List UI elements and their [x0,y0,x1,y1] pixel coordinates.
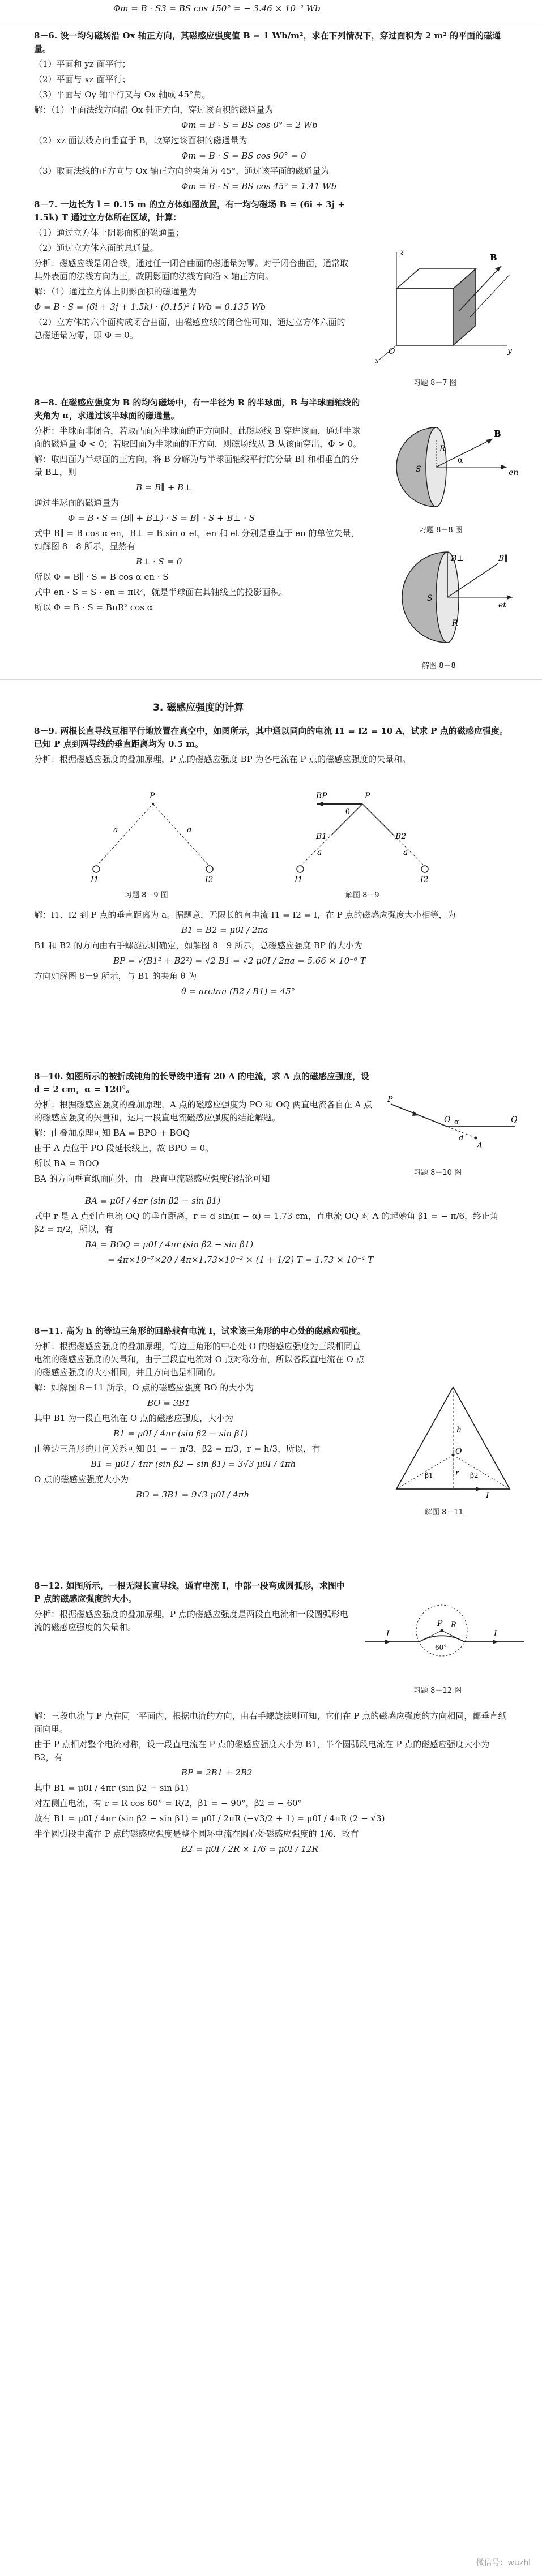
figure-caption: 习题 8－10 图 [413,1169,462,1177]
solution-text: 解：（1）通过立方体上阴影面积的磁通量为 [34,286,197,297]
solution-text: 所以 BA = BOQ [34,1158,99,1169]
label: R [452,619,458,628]
analysis-text: 分析：半球面非闭合，若取凸面为半球面的正方向时，此磁场线 B 穿进该面，通过半球面的磁通量 Φ < 0；若取凹面为半球面的正方向，则磁场线从 B 从该面穿出，Φ > 0。 [34,426,362,449]
wire-1 [93,866,100,872]
problem-8-11 [34,1325,368,1504]
equation: B2 = μ0I / 2R × 1/6 = μ0I / 12R [181,1844,318,1854]
item: （3）平面与 Oy 轴平行又与 Ox 轴成 45°角。 [34,89,211,100]
solution-text: 式中 en · S = S · en = πR²，就是半球面在其轴线上的投影面积。 [34,587,288,597]
label: a [113,825,118,835]
label: R [451,1621,456,1629]
solution-text: 解：三段电流与 P 点在同一平面内，根据电流的方向，由右手螺旋法则可知，它们在 P 点的磁感应强度的方向相同，都垂直纸面向里。 [34,1711,507,1734]
solution-text: （2）立方体的六个面构成闭合曲面，由磁感应线的闭合性可知，通过立方体六面的总磁通量为零，即 Φ = 0。 [34,317,345,340]
equation: BP = 2B1 + 2B2 [181,1768,253,1778]
label: Q [511,1115,518,1124]
solution-text: 对左侧直电流，有 r = R cos 60° = R/2，β1 = − 90°，β2 = − 60° [34,1798,302,1808]
equation: B1 = B2 = μ0I / 2πa [181,925,268,935]
arc-segment [419,1636,464,1642]
item: （1）通过立方体上阴影面积的磁通量； [34,228,184,238]
label: 60° [435,1644,447,1651]
solution-text: 其中 B1 = μ0I / 4πr (sin β2 − sin β1) [34,1783,189,1793]
problem-statement: 8－7. 一边长为 l = 0.15 m 的立方体如图放置，有一均匀磁场 B = (6i + 3j + 1.5k) T 通过立方体所在区域，计算： [34,199,345,222]
label: B∥ [498,554,508,563]
label: BP [316,791,327,801]
item: （2）通过立方体六面的总通量。 [34,243,159,253]
problem-statement: 8－12. 如图所示，一根无限长直导线，通有电流 I，中部一段弯成圆弧形，求图中 P 点的磁感应强度的大小。 [34,1581,345,1604]
analysis-text: 分析：磁感应线是闭合线，通过任一闭合曲面的磁通量为零。对于闭合曲面，通常取其外表面的法线方向为正，故阴影面的法线方向沿 x 轴正方向。 [34,258,349,281]
equation: Φm = B · S = BS cos 90° = 0 [181,151,306,161]
divider [0,679,542,680]
label: β2 [470,1471,479,1479]
label: S [427,594,433,603]
b-arrow-head [486,439,493,444]
bp-arrow [317,802,323,806]
label: h [456,1426,462,1435]
solution-text: 解：（1）平面法线方向沿 Ox 轴正方向，穿过该面积的磁通量为 [34,105,274,115]
current-arrow [385,1640,391,1644]
problem-statement: 8－11. 高为 h 的等边三角形的回路载有电流 I，试求该三角形的中心处的磁感应强度。 [34,1326,366,1336]
label: et [498,601,506,610]
label: y [507,346,512,356]
label: B⊥ [451,554,464,563]
label: I [494,1629,497,1638]
label: I2 [205,875,214,883]
label: d [459,1134,464,1142]
figure-caption: 习题 8－9 图 [125,891,168,900]
problem-8-7 [34,198,351,344]
b2-vector [362,804,394,835]
label: R [439,444,446,453]
equation: Φ = B · S = (B∥ + B⊥) · S = B∥ · S + B⊥ · S [68,513,255,523]
solution-8-12 [34,1710,510,1858]
equation: B⊥ · S = 0 [136,557,182,567]
analysis-text: 分析：根据磁感应强度的叠加原理，等边三角形的中心处 O 的磁感应强度为三段相同直电流的磁感应强度的矢量和，由于三段直电流对 O 点对称分布，所以各段直电流在 O 点的磁感应强度的大小相同，并且方向也是相同的。 [34,1341,365,1377]
solution-text: B1 和 B2 的方向由右手螺旋法则确定，如解图 8－9 所示，总磁感应强度 BP 的大小为 [34,940,362,951]
b-arrow-head [495,266,501,272]
label: a [317,848,322,857]
cube-front-face [396,289,453,345]
label: O [455,1447,462,1456]
solution-text: 由于 P 点相对整个电流对称，设一段直电流在 P 点的磁感应强度大小为 B1，半个圆弧段电流在 P 点的磁感应强度大小为 B2，有 [34,1739,490,1762]
distance-line [96,804,153,866]
label: B2 [395,832,407,841]
problem-statement: 8－8. 在磁感应强度为 B 的均匀磁场中，有一半径为 R 的半球面，B 与半球面轴线的夹角为 α，求通过该半球面的磁通量。 [34,397,360,421]
equation: BO = 3B1 [147,1398,190,1408]
label: P [150,791,155,801]
label: x [375,357,379,366]
label: θ [345,808,350,816]
label: I [486,1491,489,1500]
solution-text: 式中 r 是 A 点到直电流 OQ 的垂直距离，r = d sin(π − α) = 1.73 cm，直电流 OQ 对 A 的起始角 β1 = − π/6，终止角 β2 = π/2，所以，有 [34,1211,499,1234]
solution-text: 半个圆弧段电流在 P 点的磁感应强度是整个圆环电流在圆心处磁感应强度的 1/6，故有 [34,1829,359,1839]
equation: B1 = μ0I / 4πr (sin β2 − sin β1) = 3√3 μ0I / 4πh [91,1459,296,1469]
watermark: 微信号：wuzhl [476,2558,531,2568]
problem-8-12 [34,1580,351,1636]
equation: Φ = B · S = (6i + 3j + 1.5k) · (0.15)² i Wb = 0.135 Wb [34,302,266,312]
point-a [475,1137,477,1140]
problem-statement: 8－10. 如图所示的被折成钝角的长导线中通有 20 A 的电流，求 A 点的磁感应强度，设 d = 2 cm，α = 120°。 [34,1071,370,1094]
solution-text: 解：取凹面为半球面的正方向，将 B 分解为与半球面轴线平行的分量 B∥ 和相垂直的分量 B⊥，则 [34,454,359,477]
top-equation: Φm = B · S3 = BS cos 150° = − 3.46 × 10⁻² Wb [113,3,321,14]
axis-arrow [507,595,513,600]
problem-8-8 [34,396,362,617]
section-title: 3. 磁感应强度的计算 [153,702,244,713]
current-arrow [493,1640,498,1644]
label: A [477,1141,483,1150]
label: I1 [295,875,303,883]
axis-arrow [501,465,507,469]
item: （1）平面和 yz 面平行； [34,59,131,69]
solution-text: O 点的磁感应强度大小为 [34,1474,129,1484]
analysis-text: 分析：根据磁感应强度的叠加原理，P 点的磁感应强度 BP 为各电流在 P 点的磁感应强度的矢量和。 [34,754,411,764]
solution-text: 通过半球面的磁通量为 [34,498,120,508]
cube-shaded-face [453,269,476,345]
figure-caption: 习题 8－12 图 [413,1687,462,1695]
item: （2）平面与 xz 面平行； [34,74,131,84]
problem-8-6 [34,29,510,195]
equation: BA = μ0I / 4πr (sin β2 − sin β1) [85,1196,221,1206]
label: α [458,456,463,465]
label: a [187,825,192,835]
label: O [444,1115,451,1124]
solution-text: 由于 A 点位于 PO 段延长线上，故 BPO = 0。 [34,1143,214,1153]
solution-text: 故有 B1 = μ0I / 4πr (sin β2 − sin β1) = μ0I / 2πR (−√3/2 + 1) = μ0I / 4πR (2 − √3) [34,1813,385,1824]
label: B1 [316,832,327,841]
equation: BP = √(B1² + B2²) = √2 B1 = √2 μ0I / 2πa = 5.66 × 10⁻⁶ T [113,956,366,966]
current-arrow [412,1111,419,1116]
solution-text: 解：I1、I2 到 P 点的垂直距离为 a。据题意，无限长的直电流 I1 = I2 = I，在 P 点的磁感应强度大小相等，为 [34,910,456,920]
cube-figure [374,243,515,368]
solution-8-9 [34,909,510,1000]
bent-wire-figure [385,1093,521,1161]
current-arrow [476,1487,481,1491]
solution-text: （3）取面法线的正方向与 Ox 轴正方向的夹角为 45°，通过该平面的磁通量为 [34,166,330,176]
solution-text: 所以 Φ = B∥ · S = B cos α en · S [34,572,169,582]
parallel-wires-figure [79,781,464,883]
solution-text: 方向如解图 8－9 所示，与 B1 的夹角 θ 为 [34,971,197,981]
solution-text: 式中 B∥ = B cos α en，B⊥ = B sin α et，en 和 et 分别是垂直于 en 的单位矢量，如解图 8－8 所示，显然有 [34,528,360,551]
equation: Φm = B · S = BS cos 0° = 2 Wb [181,120,318,130]
problem-8-9 [34,725,510,768]
label: P [365,791,370,801]
label: a [403,848,408,857]
label: S [416,465,421,474]
hemisphere-solution-figure [385,541,521,654]
hemisphere-figure [385,416,521,518]
wire-2 [206,866,213,872]
point-p [152,803,154,805]
label: I2 [420,875,429,883]
center-o [452,1454,455,1457]
equation: B1 = μ0I / 4πr (sin β2 − sin β1) [113,1428,248,1439]
solution-text: （2）xz 面法线方向垂直于 B，故穿过该面积的磁通量为 [34,135,247,146]
solution-text: BA 的方向垂直纸面向外，由一段直电流磁感应强度的结论可知 [34,1174,270,1184]
label: β1 [425,1471,433,1479]
label: I1 [91,875,99,883]
analysis-text: 分析：根据磁感应强度的叠加原理，A 点的磁感应强度为 PO 和 OQ 两直电流各自在 A 点的磁感应强度的矢量和，运用一段直电流磁感应强度的结论解题。 [34,1099,373,1123]
equation: = 4π×10⁻⁷×20 / 4π×1.73×10⁻² × (1 + 1/2) T = 1.73 × 10⁻⁴ T [108,1255,374,1265]
distance-line [153,804,210,866]
label: B [490,253,497,263]
label: r [455,1469,459,1478]
figure-caption: 习题 8－7 图 [413,379,457,387]
equation: B = B∥ + B⊥ [136,482,192,493]
solution-text: 解：由叠加原理可知 BA = BPO + BOQ [34,1128,190,1138]
label: P [437,1619,443,1628]
label: I [386,1629,390,1638]
figure-caption: 解图 8－9 [345,891,379,900]
wire-1 [297,866,304,872]
equation: BO = 3B1 = 9√3 μ0I / 4πh [136,1490,250,1500]
equation: θ = arctan (B2 / B1) = 45° [181,986,296,996]
wire-2 [421,866,428,872]
equation: BA = BOQ = μ0I / 4πr (sin β2 − sin β1) [85,1239,254,1250]
label: B [494,429,501,439]
label: en [509,468,519,477]
solution-8-10 [34,1195,510,1269]
analysis-text: 分析：根据磁感应强度的叠加原理，P 点的磁感应强度是两段直电流和一段圆弧形电流的磁感应强度的矢量和。 [34,1609,348,1632]
solution-text: 其中 B1 为一段直电流在 O 点的磁感应强度，大小为 [34,1413,233,1423]
problem-8-10 [34,1070,374,1188]
label: α [454,1118,459,1127]
figure-caption: 解图 8－11 [425,1508,463,1517]
triangle-figure [391,1381,515,1500]
figure-caption: 习题 8－8 图 [419,526,463,534]
solution-text: 由等边三角形的几何关系可知 β1 = − π/3，β2 = π/3，r = h/3，所以，有 [34,1444,321,1454]
figure-caption: 解图 8－8 [422,662,456,670]
solution-text: 所以 Φ = B · S = BπR² cos α [34,602,153,613]
solution-text: 解：如解图 8－11 所示，O 点的磁感应强度 BO 的大小为 [34,1383,254,1393]
problem-statement: 8－9. 两根长直导线互相平行地放置在真空中，如图所示，其中通以同向的电流 I1 = I2 = 10 A，试求 P 点的磁感应强度。已知 P 点到两导线的垂直距离均为 0.5 m。 [34,726,508,749]
equation: Φm = B · S = BS cos 45° = 1.41 Wb [181,181,337,191]
arc-wire-figure [362,1580,527,1676]
triangle-loop [396,1387,510,1489]
helper-line [453,1455,510,1489]
label: O [389,347,395,356]
label: P [387,1095,393,1104]
label: z [400,248,404,257]
problem-statement: 8－6. 设一均匀磁场沿 Ox 轴正方向，其磁感应强度值 B = 1 Wb/m²，求在下列情况下，穿过面积为 2 m² 的平面的磁通量。 [34,31,501,54]
